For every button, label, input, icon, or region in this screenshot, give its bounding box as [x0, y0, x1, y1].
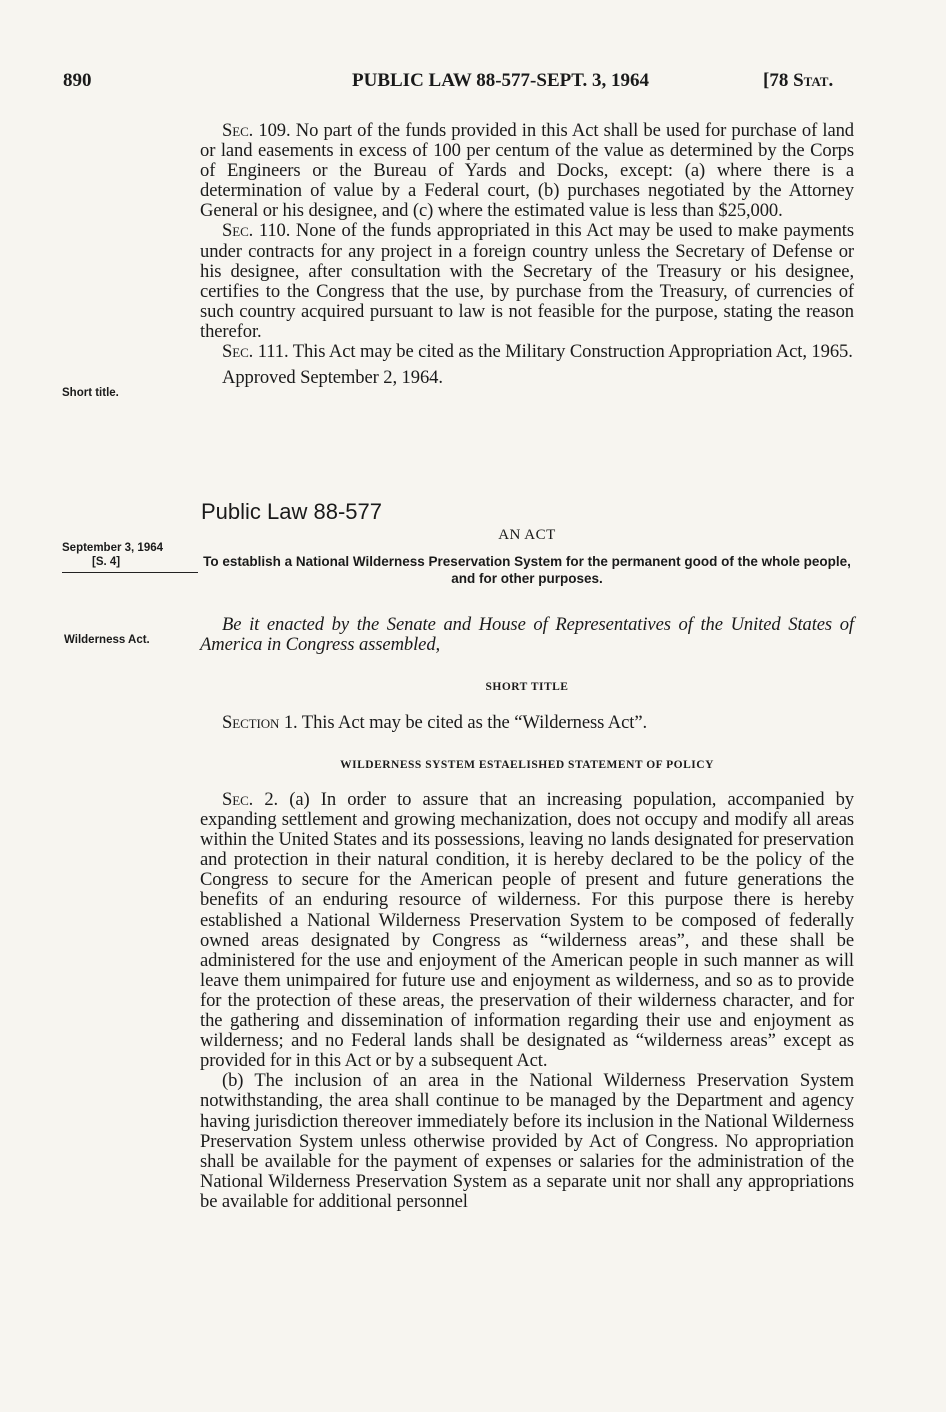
section-110: Sec. 110. None of the funds appropriated in this Act may be used to make payments under contracts for any project in a foreign country unless the Secretary of Defense or his designee, after consultation with the Secretary of the Treasury or his designee, certifies to the Congress that the use, by purchase from the Treasury, of currencies of such country acquired pursuant to law is not feasible for the purpose, stating the reason therefor. — [200, 220, 854, 342]
sections-top — [200, 121, 854, 388]
section-1: Section 1. This Act may be cited as the “Wilderness Act”. — [222, 712, 648, 733]
policy-heading: WILDERNESS SYSTEM ESTAELISHED STATEMENT OF POLICY — [340, 759, 714, 771]
an-act-heading: AN ACT — [498, 527, 556, 543]
act-purpose: To establish a National Wilderness Preservation System for the permanent good of the whole people, and for other purposes. — [203, 554, 851, 586]
public-law-title: Public Law 88-577 — [201, 499, 383, 524]
running-title: PUBLIC LAW 88-577-SEPT. 3, 1964 — [352, 70, 649, 91]
margin-note-date: September 3, 1964 — [62, 542, 164, 554]
margin-rule — [62, 572, 198, 573]
margin-note-short-title: Short title. — [62, 387, 119, 399]
short-title-heading: SHORT TITLE — [485, 681, 569, 693]
volume-reference: [78 Stat. — [763, 70, 834, 91]
section-111: Sec. 111. This Act may be cited as the Military Construction Appropriation Act, 1965. — [222, 341, 853, 363]
margin-note-wilderness-act: Wilderness Act. — [64, 634, 150, 646]
section-2 — [200, 790, 854, 1212]
section-2b: (b) The inclusion of an area in the National Wilderness Preservation System notwithstanding, the area shall continue to be managed by the Department and agency having jurisdiction thereover immediately before its inclusion in the National Wilderness Preservation System unless otherwise provided by Act of Congress. No appropriation shall be available for the payment of expenses or salaries for the administration of the National Wilderness Preservation System as a separate unit nor shall any appropriations be available for additional personnel — [200, 1070, 854, 1212]
margin-note-bill: [S. 4] — [92, 556, 121, 568]
section-2a: Sec. 2. (a) In order to assure that an increasing population, accompanied by expanding settlement and growing mechanization, does not occupy and modify all areas within the United States and its possessions, leaving no lands designated for preservation and protection in their natural condition, it is hereby declared to be the policy of the Congress to secure for the American people of present and future generations the benefits of an enduring resource of wilderness. For this purpose there is hereby established a National Wilderness Preservation System to be composed of federally owned areas designated by Congress as “wilderness areas”, and these shall be administered for the use and enjoyment of the American people in such manner as will leave them unimpaired for future use and enjoyment as wilderness, and so as to provide for the protection of these areas, the preservation of their wilderness character, and for the gathering and dissemination of information regarding their use and enjoyment as wilderness; and no Federal lands shall be designated as “wilderness areas” except as provided for in this Act or by a subsequent Act. — [200, 789, 854, 1072]
page-number: 890 — [63, 70, 92, 91]
approved-date: Approved September 2, 1964. — [222, 367, 443, 389]
section-109: Sec. 109. No part of the funds provided in this Act shall be used for purchase of land or land easements in excess of 100 per centum of the value as determined by the Corps of Engineers or the Bureau of Yards and Docks, except: (a) where there is a determination of value by a Federal court, (b) purchases negotiated by the Attorney General or his designee, and (c) where the estimated value is less than $25,000. — [200, 120, 854, 222]
enacting-clause: Be it enacted by the Senate and House of Representatives of the United States of America in Congress assembled, — [200, 614, 854, 656]
